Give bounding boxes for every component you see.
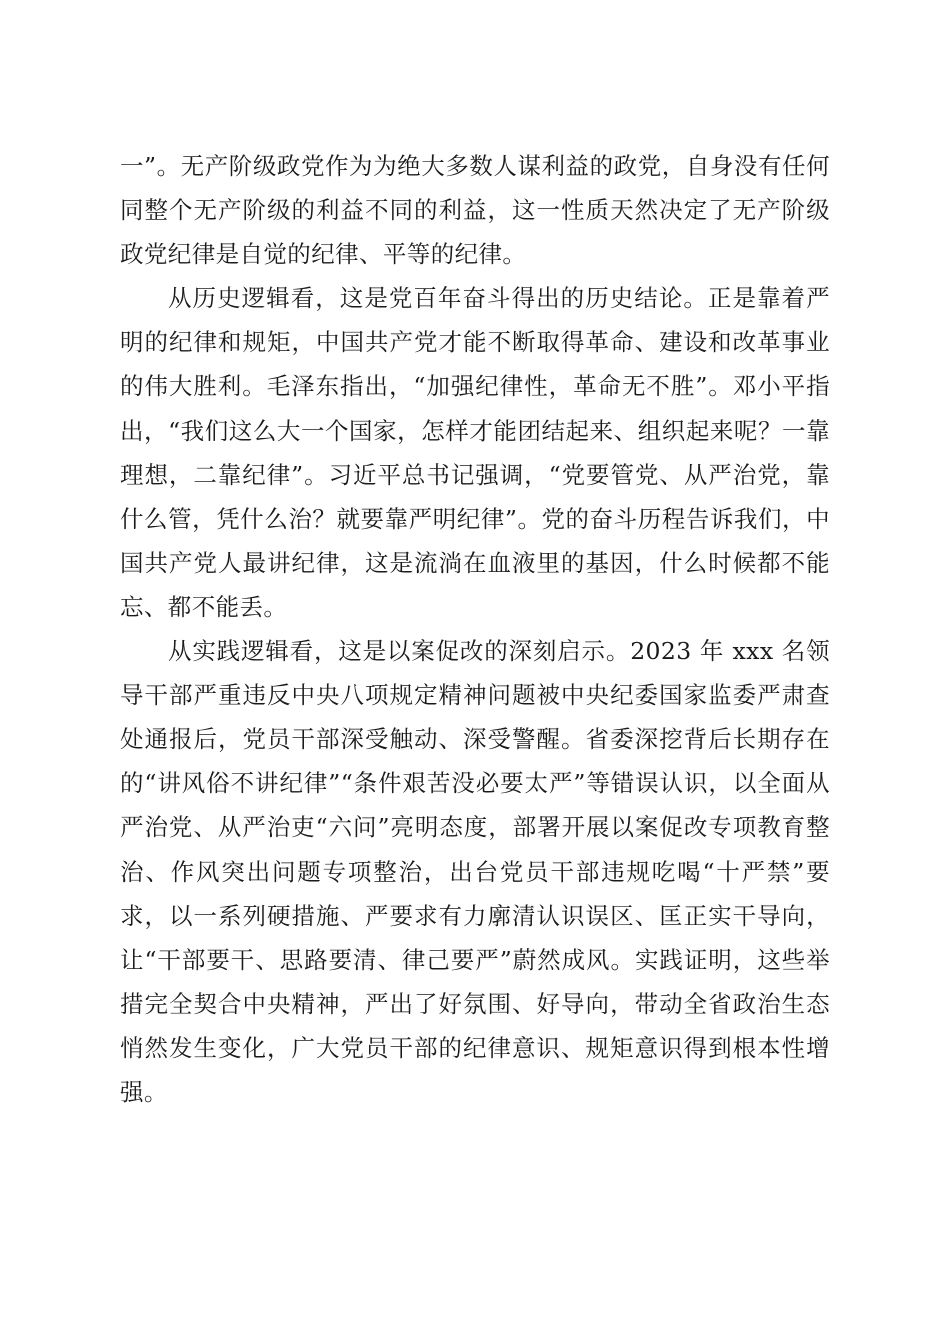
document-body [120, 144, 830, 1114]
paragraph-continuation: 一”。无产阶级政党作为为绝大多数人谋利益的政党，自身没有任何同整个无产阶级的利益不同的利益，这一性质天然决定了无产阶级政党纪律是自觉的纪律、平等的纪律。 [120, 152, 830, 269]
paragraph-historical-logic: 从历史逻辑看，这是党百年奋斗得出的历史结论。正是靠着严明的纪律和规矩，中国共产党才能不断取得革命、建设和改革事业的伟大胜利。毛泽东指出，“加强纪律性，革命无不胜”。邓小平指出，“我们这么大一个国家，怎样才能团结起来、组织起来呢？一靠理想，二靠纪律”。习近平总书记强调，“党要管党、从严治党，靠什么管，凭什么治？就要靠严明纪律”。党的奋斗历程告诉我们，中国共产党人最讲纪律，这是流淌在血液里的基因，什么时候都不能忘、都不能丢。 [120, 284, 830, 621]
paragraph-practical-logic: 从实践逻辑看，这是以案促改的深刻启示。2023 年 xxx 名领导干部严重违反中央八项规定精神问题被中央纪委国家监委严肃查处通报后，党员干部深受触动、深受警醒。省委深挖背后长期存在的“讲风俗不讲纪律”“条件艰苦没必要太严”等错误认识，以全面从严治党、从严治吏“六问”亮明态度，部署开展以案促改专项教育整治、作风突出问题专项整治，出台党员干部违规吃喝“十严禁”要求，以一系列硬措施、严要求有力廓清认识误区、匡正实干导向，让“干部要干、思路要清、律己要严”蔚然成风。实践证明，这些举措完全契合中央精神，严出了好氛围、好导向，带动全省政治生态悄然发生变化，广大党员干部的纪律意识、规矩意识得到根本性增强。 [120, 637, 830, 1106]
